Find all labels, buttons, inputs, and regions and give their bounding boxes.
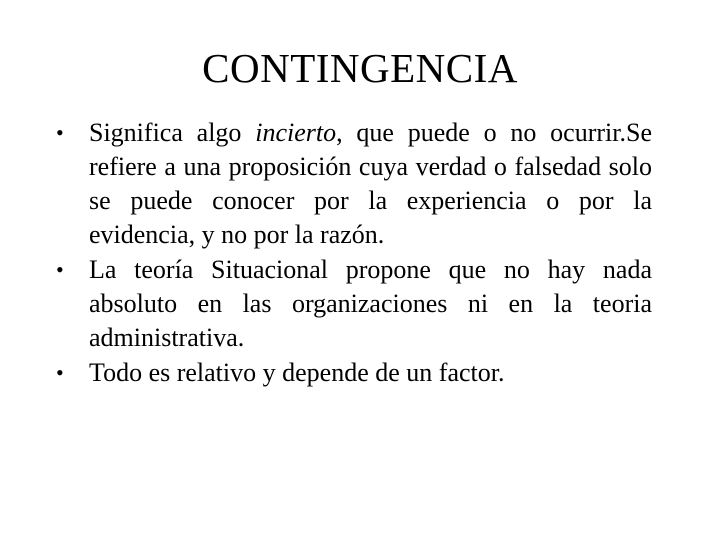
bullet-marker: • [56,120,64,145]
bullet-1-emphasis: incierto [255,118,337,147]
bullet-1-suffix: , que puede o no ocurrir.Se refiere a una proposición cuya verdad o falsedad solo se puede conocer por la experiencia o por la evidencia, y no por la razón. [89,118,652,249]
slide-title: CONTINGENCIA [202,45,518,91]
bullet-3-text: Todo es relativo y depende de un factor. [89,358,505,387]
bullet-item-1 [56,116,652,252]
bullet-marker: • [56,257,64,282]
bullet-item-2 [56,253,652,355]
bullet-marker: • [56,360,64,385]
bullet-list [56,116,652,390]
bullet-1-prefix: Significa algo [89,118,256,147]
bullet-item-3 [56,356,652,390]
bullet-2-text: La teoría Situacional propone que no hay nada absoluto en las organizaciones ni en la teoria administrativa. [89,255,652,352]
